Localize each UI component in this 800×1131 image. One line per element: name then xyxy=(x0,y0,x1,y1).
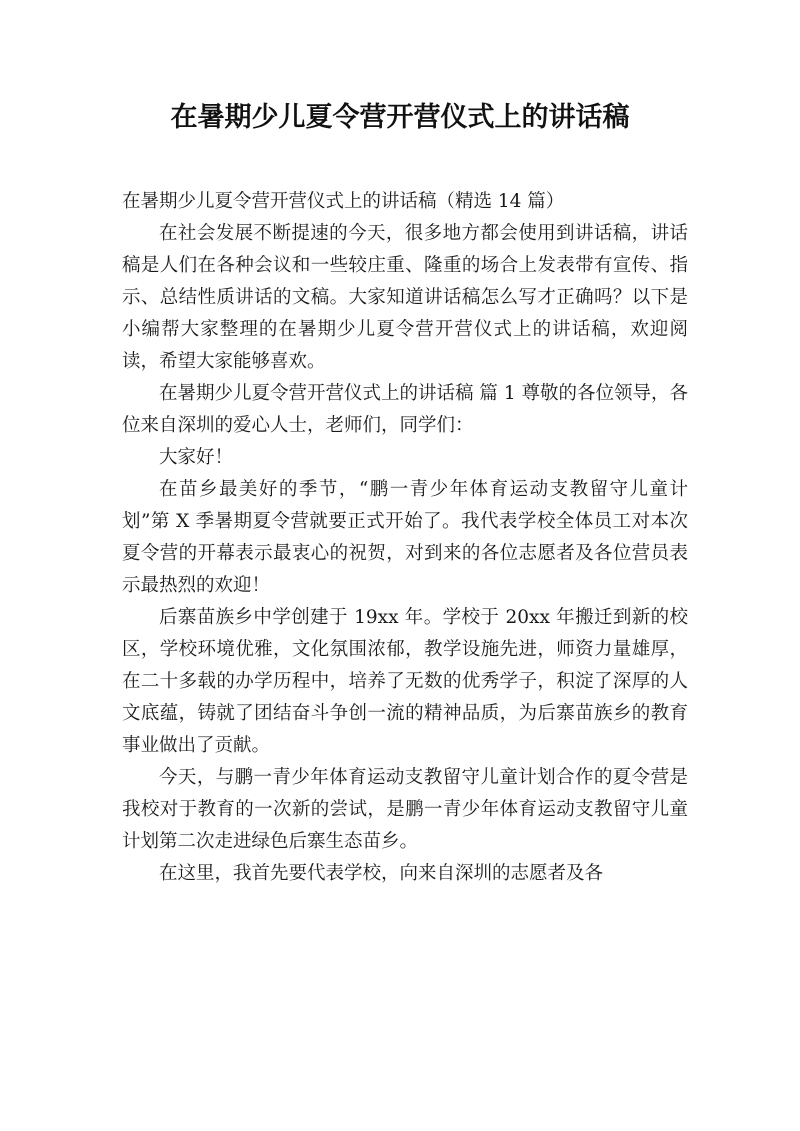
greeting-paragraph: 大家好！ xyxy=(159,447,234,468)
body-paragraph: 在暑期少儿夏令营开营仪式上的讲话稿 篇 1 尊敬的各位领导，各位来自深圳的爱心人士，老师们，同学们： xyxy=(122,383,688,436)
body-paragraph: 在这里，我首先要代表学校，向来自深圳的志愿者及各 xyxy=(159,863,604,884)
body-paragraph: 后寨苗族乡中学创建于 19xx 年。学校于 20xx 年搬迁到新的校区，学校环境优雅，文化氛围浓郁，教学设施先进，师资力量雄厚，在二十多载的办学历程中，培养了无数的优秀学子，积淀了深厚的人文底蕴，铸就了团结奋斗争创一流的精神品质，为后寨苗族乡的教育事业做出了贡献。 xyxy=(122,607,688,756)
subtitle-paragraph: 在暑期少儿夏令营开营仪式上的讲话稿（精选 14 篇） xyxy=(122,191,565,212)
body-paragraph: 在苗乡最美好的季节，“鹏一青少年体育运动支教留守儿童计划”第 X 季暑期夏令营就要正式开始了。我代表学校全体员工对本次夏令营的开幕表示最衷心的祝贺，对到来的各位志愿者及各位营员表示最热烈的欢迎！ xyxy=(122,479,688,596)
document-title: 在暑期少儿夏令营开营仪式上的讲话稿 xyxy=(170,102,630,133)
body-paragraph: 今天，与鹏一青少年体育运动支教留守儿童计划合作的夏令营是我校对于教育的一次新的尝试，是鹏一青少年体育运动支教留守儿童计划第二次走进绿色后寨生态苗乡。 xyxy=(122,767,688,852)
document-body xyxy=(122,186,688,890)
body-paragraph: 在社会发展不断提速的今天，很多地方都会使用到讲话稿，讲话稿是人们在各种会议和一些较庄重、隆重的场合上发表带有宣传、指示、总结性质讲话的文稿。大家知道讲话稿怎么写才正确吗？以下是小编帮大家整理的在暑期少儿夏令营开营仪式上的讲话稿，欢迎阅读，希望大家能够喜欢。 xyxy=(122,223,688,372)
